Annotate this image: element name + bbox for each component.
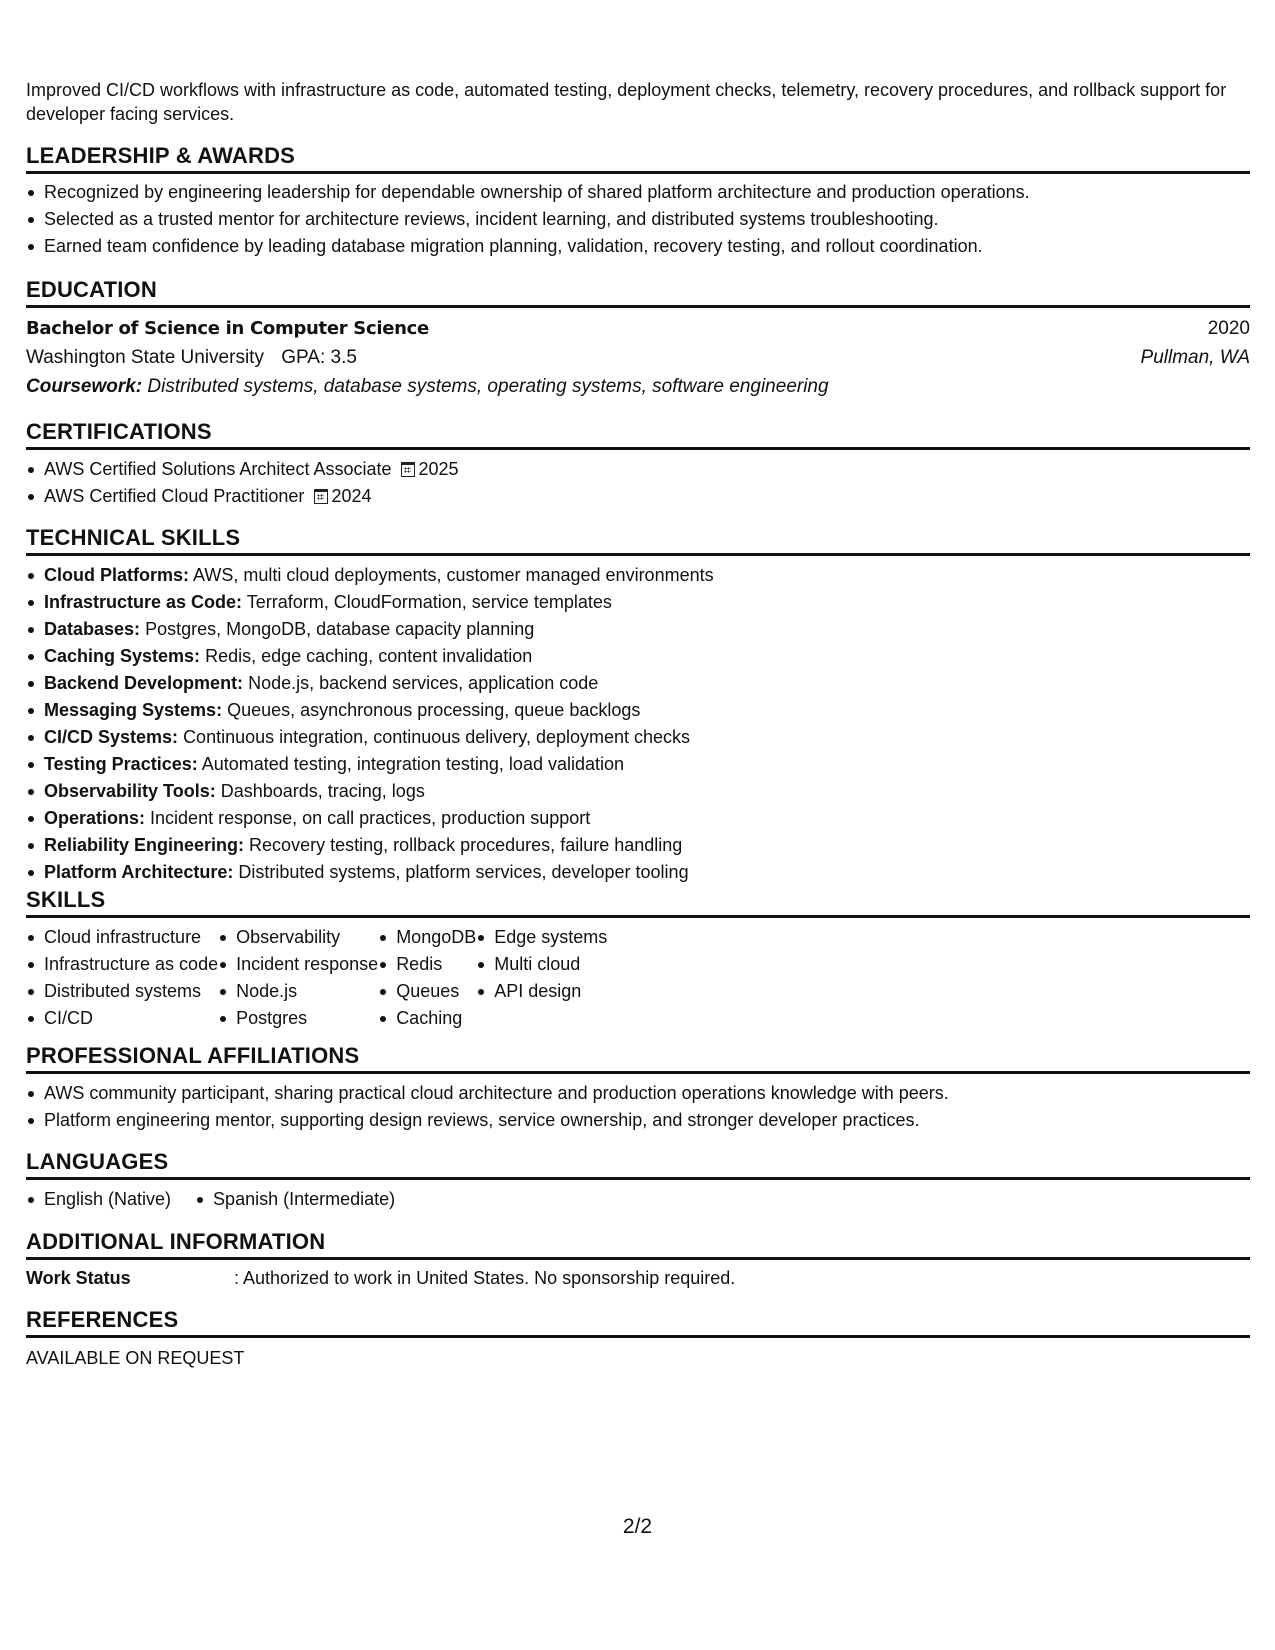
skills-section [26,886,1250,1032]
section-title: ADDITIONAL INFORMATION [26,1228,1250,1260]
certifications-list [26,456,1250,510]
skill-category: Infrastructure as Code: [44,592,243,612]
degree-row [26,314,1250,343]
list-item [26,832,1250,859]
list-item [26,589,1250,616]
skill-detail: AWS, multi cloud deployments, customer managed environments [193,565,714,585]
skill-detail: Dashboards, tracing, logs [220,781,425,801]
skill-item: Infrastructure as code [26,951,218,978]
skill-detail: Terraform, CloudFormation, service templates [246,592,612,612]
languages-section [26,1148,1250,1213]
list-item [26,859,1250,886]
list-item: Recognized by engineering leadership for dependable ownership of shared platform architecture and production operations. [26,179,1250,206]
section-title: LANGUAGES [26,1148,1250,1180]
skill-category: Platform Architecture: [44,862,234,882]
work-status-value: : Authorized to work in United States. No sponsorship required. [234,1268,736,1288]
language-item: Spanish (Intermediate) [195,1186,395,1213]
skill-item: Node.js [218,978,378,1005]
leadership-section [26,142,1250,260]
certification-name: AWS Certified Solutions Architect Associate [44,459,392,479]
list-item [26,670,1250,697]
list-item: Selected as a trusted mentor for architecture reviews, incident learning, and distributed systems troubleshooting. [26,206,1250,233]
skill-category: Backend Development: [44,673,244,693]
certifications-section [26,418,1250,510]
certification-name: AWS Certified Cloud Practitioner [44,486,305,506]
skills-column [378,924,476,1032]
skill-category: Cloud Platforms: [44,565,190,585]
experience-bullet-continuation: Improved CI/CD workflows with infrastructure as code, automated testing, deployment checks, telemetry, recovery procedures, and rollback support for developer facing services. [26,80,1227,124]
education-section [26,276,1250,401]
skill-item: MongoDB [378,924,476,951]
coursework-row [26,372,1250,401]
list-item: Platform engineering mentor, supporting design reviews, service ownership, and stronger developer practices. [26,1107,1250,1134]
skill-detail: Redis, edge caching, content invalidation [205,646,533,666]
section-title: LEADERSHIP & AWARDS [26,142,1250,174]
certification-year: 2025 [418,459,459,479]
additional-info-section [26,1228,1250,1290]
affiliations-list [26,1080,1250,1134]
list-item [26,751,1250,778]
skill-detail: Incident response, on call practices, production support [150,808,591,828]
affiliations-section [26,1042,1250,1134]
list-item: AWS community participant, sharing practical cloud architecture and production operations knowledge with peers. [26,1080,1250,1107]
list-item [26,562,1250,589]
list-item: Earned team confidence by leading database migration planning, validation, recovery testing, and rollout coordination. [26,233,1250,260]
skill-item: Distributed systems [26,978,218,1005]
calendar-icon [401,462,415,477]
coursework: Distributed systems, database systems, operating systems, software engineering [147,376,829,397]
leadership-list [26,179,1250,260]
section-title: EDUCATION [26,276,1250,308]
language-item: English (Native) [26,1186,171,1213]
skill-item: Queues [378,978,476,1005]
work-status-label: Work Status [26,1268,131,1288]
technical-skills-list [26,562,1250,886]
references-text: AVAILABLE ON REQUEST [26,1348,245,1368]
school-name: Washington State University [26,347,264,368]
skill-detail: Node.js, backend services, application code [248,673,599,693]
skill-detail: Postgres, MongoDB, database capacity planning [145,619,535,639]
certification-year: 2024 [331,486,372,506]
list-item [26,643,1250,670]
skill-item: Multi cloud [476,951,607,978]
skill-category: Observability Tools: [44,781,216,801]
section-title: SKILLS [26,886,1250,918]
list-item [26,805,1250,832]
skill-item: Redis [378,951,476,978]
skill-category: Caching Systems: [44,646,201,666]
skill-detail: Automated testing, integration testing, load validation [201,754,625,774]
list-item [26,456,1250,483]
section-title: CERTIFICATIONS [26,418,1250,450]
school-location: Pullman, WA [1140,347,1250,368]
skill-category: CI/CD Systems: [44,727,179,747]
skill-detail: Recovery testing, rollback procedures, failure handling [249,835,683,855]
page-number: 2/2 [622,1515,653,1538]
skill-category: Operations: [44,808,146,828]
skill-detail: Distributed systems, platform services, developer tooling [238,862,689,882]
skill-item: Observability [218,924,378,951]
skill-item: CI/CD [26,1005,218,1032]
degree: Bachelor of Science in Computer Science [26,318,429,339]
skills-column [218,924,378,1032]
skill-detail: Queues, asynchronous processing, queue backlogs [227,700,641,720]
section-title: TECHNICAL SKILLS [26,524,1250,556]
skill-item: Edge systems [476,924,607,951]
list-item [26,697,1250,724]
skill-category: Reliability Engineering: [44,835,245,855]
work-status-row [26,1266,1250,1290]
skill-category: Messaging Systems: [44,700,223,720]
graduation-year: 2020 [1207,318,1250,339]
list-item [26,724,1250,751]
list-item [26,616,1250,643]
technical-skills-section [26,524,1250,886]
skills-column [476,924,607,1032]
skills-grid [26,924,1250,1032]
section-title: PROFESSIONAL AFFILIATIONS [26,1042,1250,1074]
skill-item: Cloud infrastructure [26,924,218,951]
skill-category: Databases: [44,619,141,639]
calendar-icon [314,489,328,504]
list-item [26,483,1250,510]
skill-detail: Continuous integration, continuous delivery, deployment checks [183,727,691,747]
section-title: REFERENCES [26,1306,1250,1338]
languages-list [26,1186,1250,1213]
skill-item: API design [476,978,607,1005]
skill-category: Testing Practices: [44,754,198,774]
gpa: GPA: 3.5 [281,347,357,368]
skill-item: Postgres [218,1005,378,1032]
references-section [26,1306,1250,1370]
skill-item: Caching [378,1005,476,1032]
list-item [26,778,1250,805]
school-row [26,343,1250,372]
skills-column [26,924,218,1032]
coursework-label: Coursework: [26,376,143,397]
skill-item: Incident response [218,951,378,978]
